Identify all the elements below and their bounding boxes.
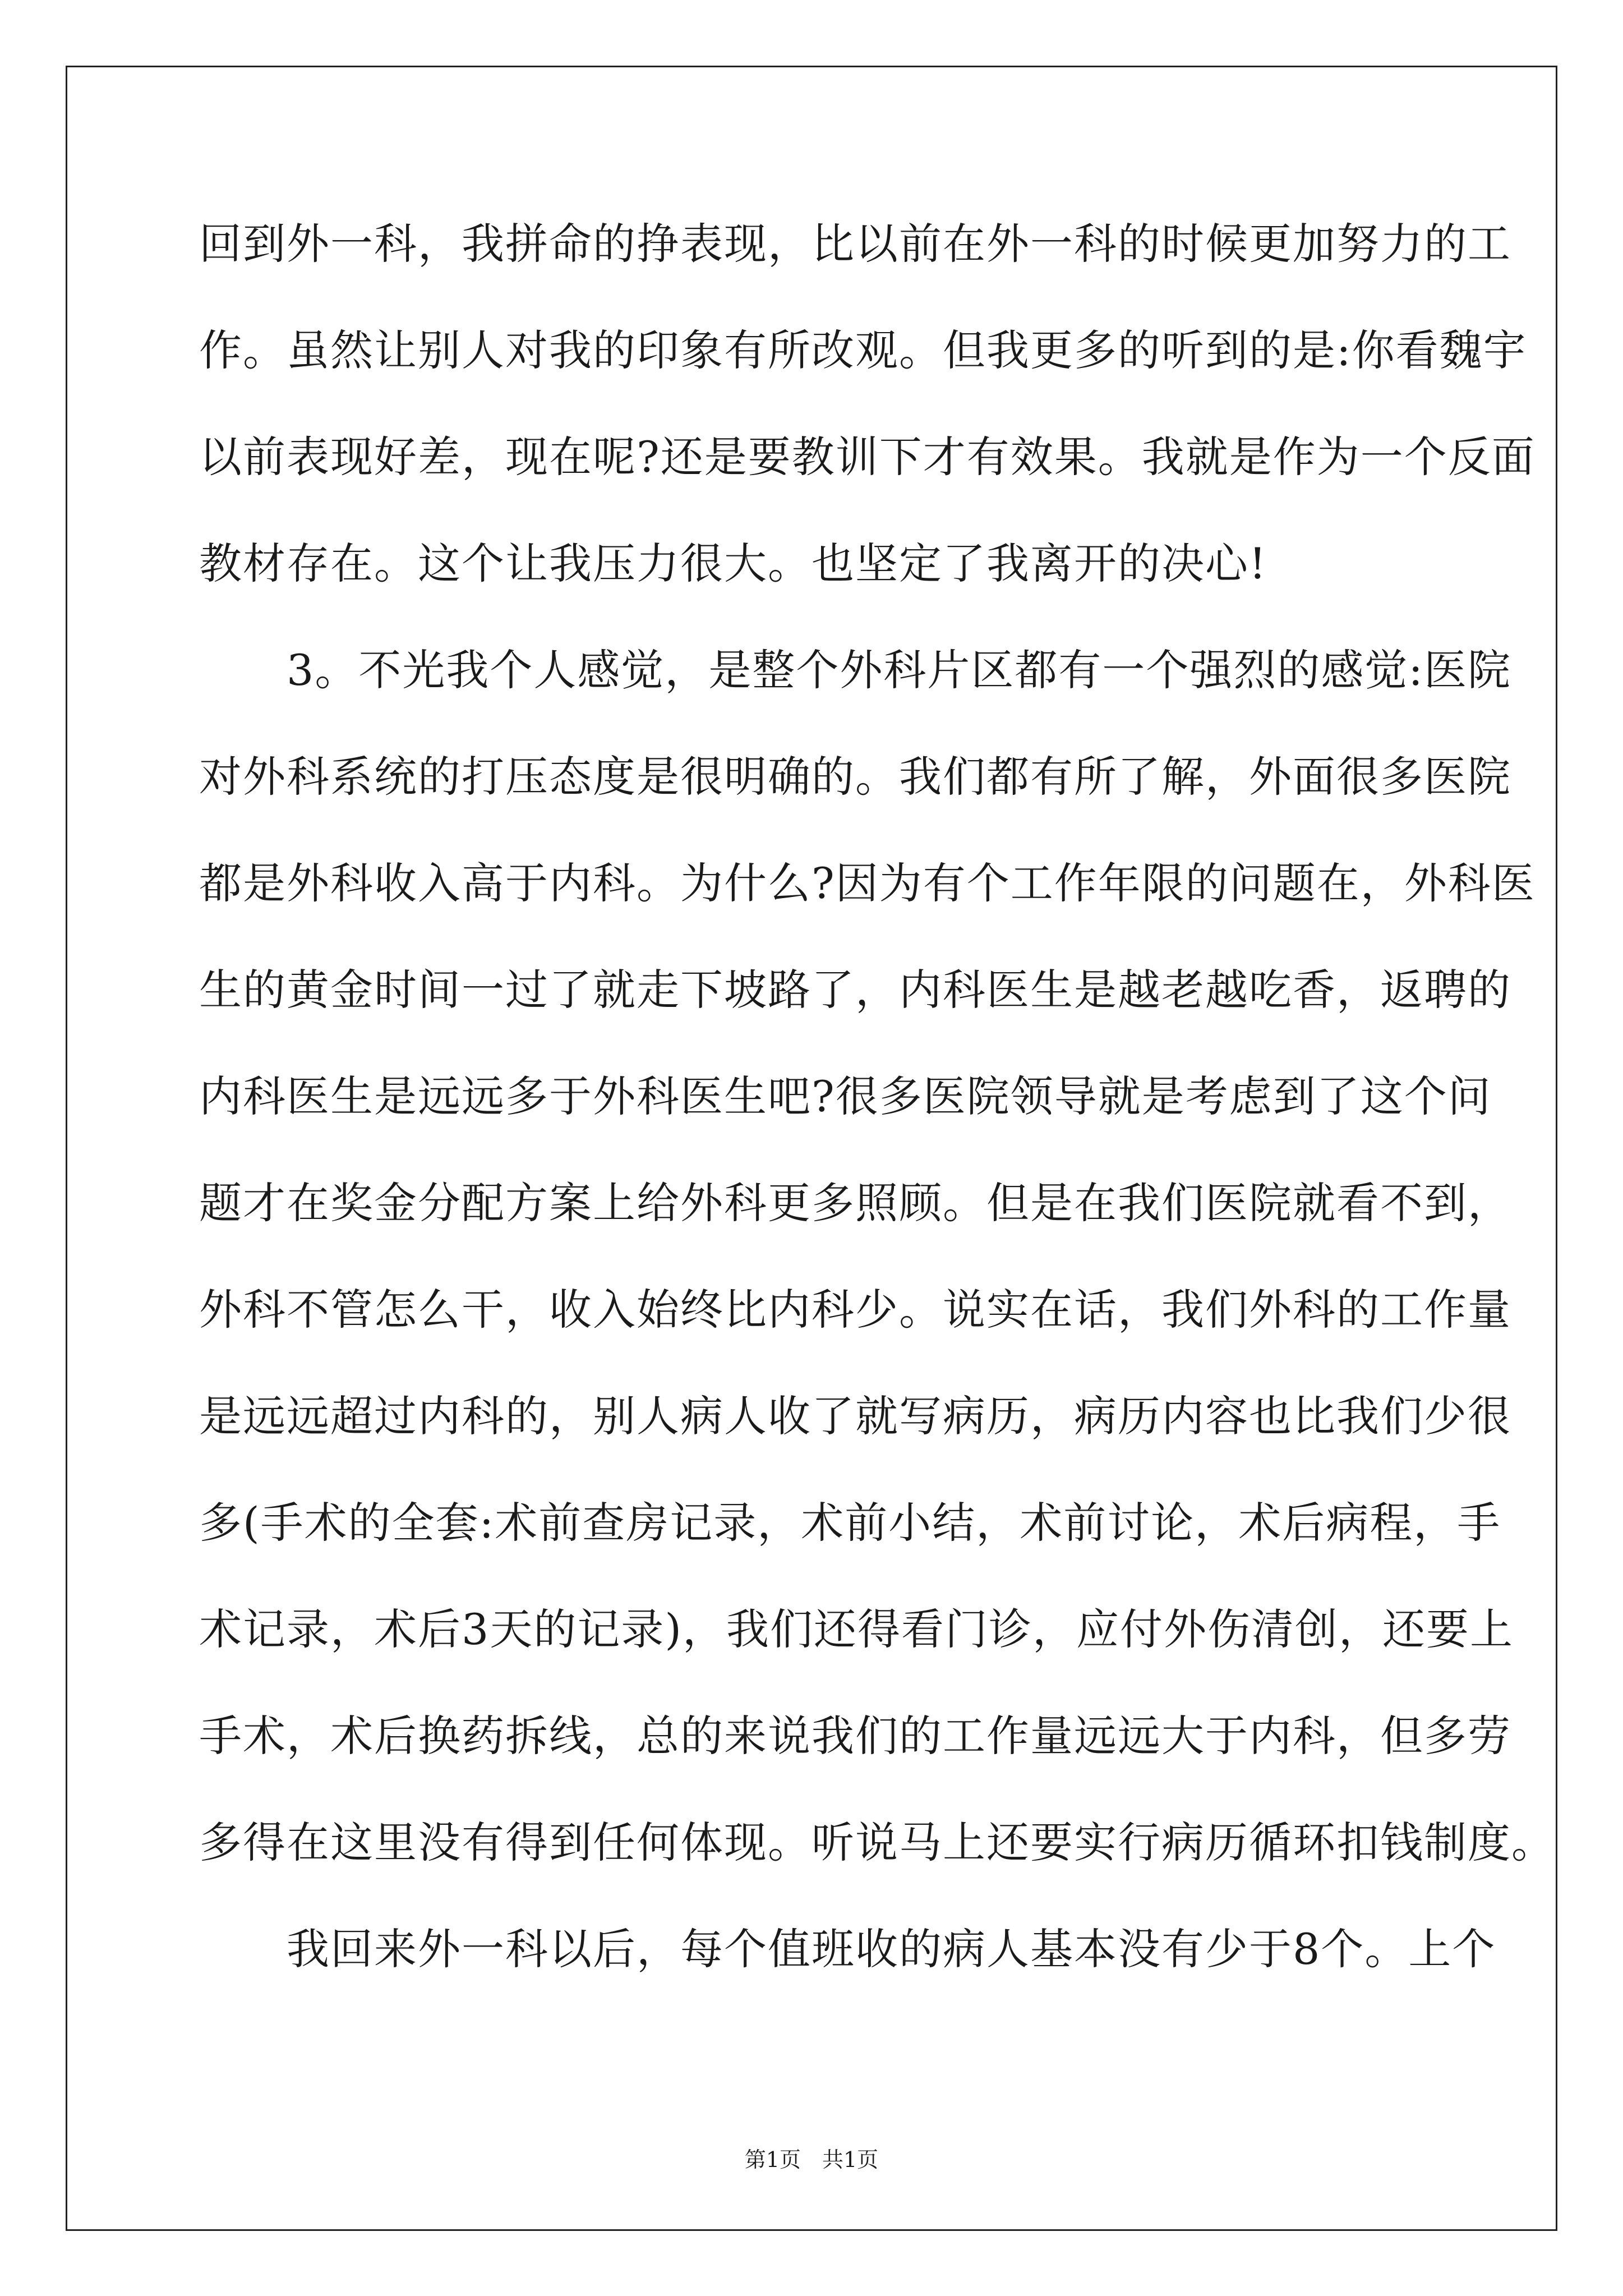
text-line: 题才在奖金分配方案上给外科更多照顾。但是在我们医院就看不到， [199,1178,1511,1228]
text-line: 是远远超过内科的，别人病人收了就写病历，病历内容也比我们少很 [199,1391,1511,1441]
text-line: 多(手术的全套:术前查房记录，术前小结，术前讨论，术后病程，手 [199,1498,1501,1548]
text-line: 对外科系统的打压态度是很明确的。我们都有所了解，外面很多医院 [199,752,1511,802]
text-line: 多得在这里没有得到任何体现。听说马上还要实行病历循环扣钱制度。 [199,1818,1555,1867]
document-body [199,191,1555,2003]
text-line: 3。不光我个人感觉，是整个外科片区都有一个强烈的感觉:医院 [199,645,1511,695]
text-line: 外科不管怎么干，收入始终比内科少。说实在话，我们外科的工作量 [199,1285,1511,1335]
text-line: 都是外科收入高于内科。为什么?因为有个工作年限的问题在，外科医 [199,858,1536,908]
text-line: 以前表现好差，现在呢?还是要教训下才有效果。我就是作为一个反面 [199,432,1536,482]
text-line: 术记录，术后3天的记录)，我们还得看门诊，应付外伤清创，还要上 [199,1604,1514,1654]
text-line: 作。虽然让别人对我的印象有所改观。但我更多的听到的是:你看魏宇 [199,325,1527,375]
text-line: 我回来外一科以后，每个值班收的病人基本没有少于8个。上个 [199,1924,1496,1974]
page-number-footer: 第1页 共1页 [744,2147,879,2172]
text-line: 手术，术后换药拆线，总的来说我们的工作量远远大于内科，但多劳 [199,1711,1511,1761]
text-line: 生的黄金时间一过了就走下坡路了，内科医生是越老越吃香，返聘的 [199,965,1511,1015]
text-line: 回到外一科，我拼命的挣表现，比以前在外一科的时候更加努力的工 [199,219,1511,269]
text-line: 内科医生是远远多于外科医生吧?很多医院领导就是考虑到了这个问 [199,1071,1492,1121]
text-line: 教材存在。这个让我压力很大。也坚定了我离开的决心! [199,539,1267,588]
